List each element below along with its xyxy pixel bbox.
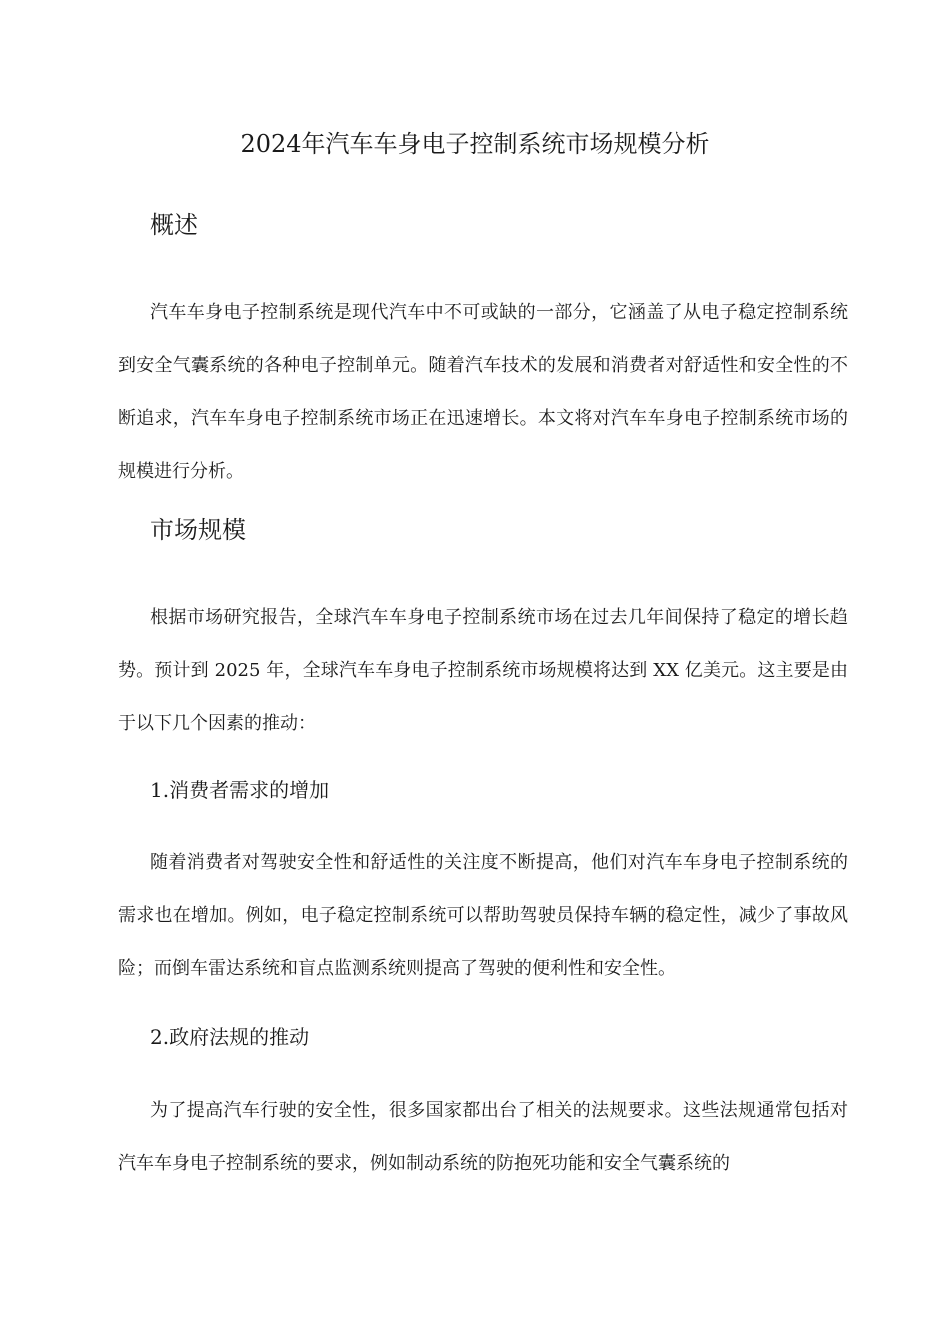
paragraph-overview: 汽车车身电子控制系统是现代汽车中不可或缺的一部分，它涵盖了从电子稳定控制系统到安全气囊系统的各种电子控制单元。随着汽车技术的发展和消费者对舒适性和安全性的不断追求，汽车车身电子控制系统市场正在迅速增长。本文将对汽车车身电子控制系统市场的规模进行分析。 bbox=[118, 302, 848, 482]
paragraph-government-regulation: 为了提高汽车行驶的安全性，很多国家都出台了相关的法规要求。这些法规通常包括对汽车车身电子控制系统的要求，例如制动系统的防抱死功能和安全气囊系统的 bbox=[118, 1100, 848, 1174]
factor-heading-consumer-demand: 1.消费者需求的增加 bbox=[150, 778, 330, 802]
paragraph-market-size: 根据市场研究报告，全球汽车车身电子控制系统市场在过去几年间保持了稳定的增长趋势。预计到 2025 年，全球汽车车身电子控制系统市场规模将达到 XX 亿美元。这主要是由于以下几个因素的推动： bbox=[118, 607, 848, 734]
section-heading-overview: 概述 bbox=[150, 211, 198, 239]
section-heading-market-size: 市场规模 bbox=[150, 516, 246, 544]
factor-heading-government-regulation: 2.政府法规的推动 bbox=[150, 1025, 310, 1049]
paragraph-consumer-demand: 随着消费者对驾驶安全性和舒适性的关注度不断提高，他们对汽车车身电子控制系统的需求也在增加。例如，电子稳定控制系统可以帮助驾驶员保持车辆的稳定性，减少了事故风险；而倒车雷达系统和盲点监测系统则提高了驾驶的便利性和安全性。 bbox=[118, 852, 848, 979]
document-title: 2024年汽车车身电子控制系统市场规模分析 bbox=[240, 130, 710, 158]
